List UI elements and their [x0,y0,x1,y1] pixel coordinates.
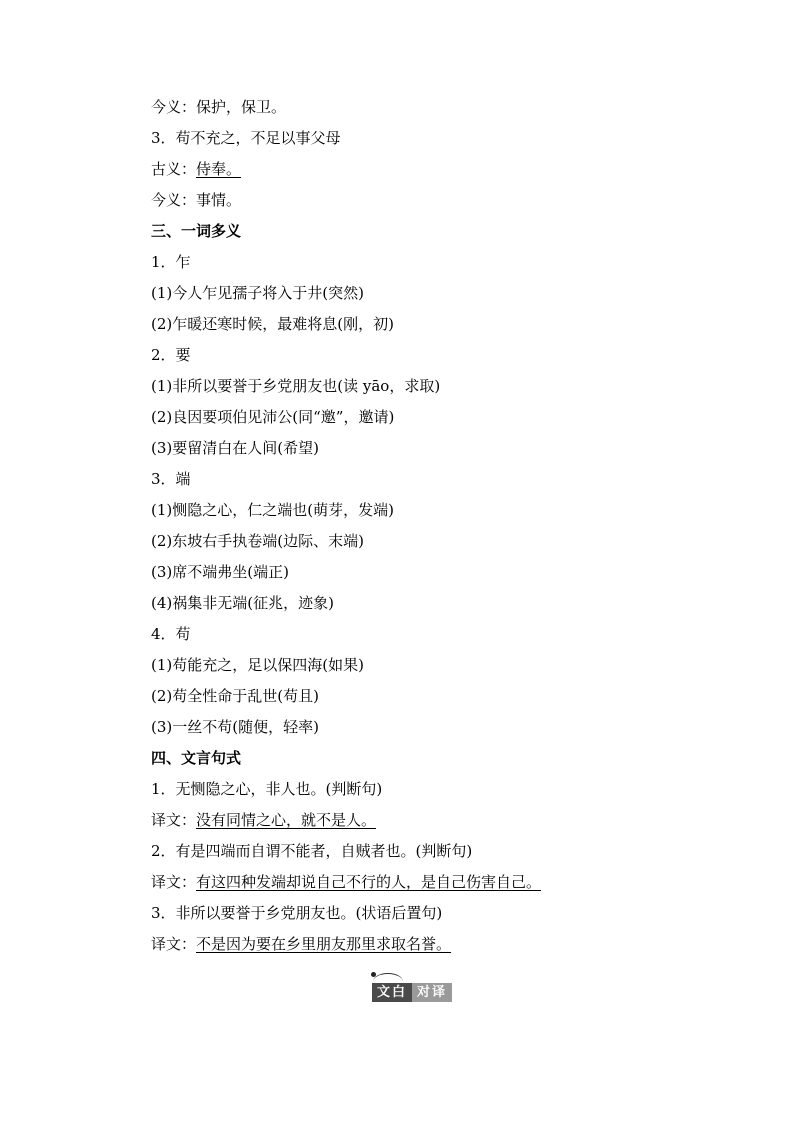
text-line [151,867,671,898]
text-line: (2)良因要项伯见沛公(同“邀”，邀请) [151,408,395,426]
line-prefix: 译文： [151,811,197,829]
banner-dot-decoration [371,972,376,977]
text-line [151,154,671,185]
banner-label-part2: 对译 [412,983,452,1002]
text-line [151,929,671,960]
underlined-answer: 不是因为要在乡里朋友那里求取名誉。 [196,935,452,953]
text-line: (4)祸集非无端(征兆，迹象) [151,594,334,612]
document-body [151,92,671,960]
section-banner [367,971,462,1003]
underlined-answer: 没有同情之心，就不是人。 [196,811,377,829]
text-line: (2)东坡右手执卷端(边际、末端) [151,532,364,550]
underlined-answer: 有这四种发端却说自己不行的人，是自己伤害自己。 [196,873,542,891]
section-heading: 三、一词多义 [151,222,242,240]
section-heading: 四、文言句式 [151,749,242,767]
text-line: (1)今人乍见孺子将入于井(突然) [151,284,364,302]
text-line: (1)苟能充之，足以保四海(如果) [151,656,364,674]
text-line: (3)席不端弗坐(端正) [151,563,289,581]
text-line [151,805,671,836]
line-prefix: 译文： [151,873,197,891]
text-line: (1)恻隐之心，仁之端也(萌芽，发端) [151,501,394,519]
item-heading: 2．要 [151,346,191,364]
item-heading: 3．非所以要誉于乡党朋友也。(状语后置句) [151,904,443,922]
item-heading: 1．乍 [151,253,191,271]
item-heading: 3．苟不充之，不足以事父母 [151,129,341,147]
banner-label [372,983,452,1002]
text-line: 今义：保护，保卫。 [151,98,287,116]
line-prefix: 译文： [151,935,197,953]
text-line: (3)一丝不苟(随便，轻率) [151,718,319,736]
text-line: 今义：事情。 [151,191,242,209]
line-prefix: 古义： [151,160,197,178]
item-heading: 2．有是四端而自谓不能者，自贼者也。(判断句) [151,842,473,860]
item-heading: 3．端 [151,470,191,488]
item-heading: 4．苟 [151,625,191,643]
text-line: (2)乍暖还寒时候，最难将息(刚，初) [151,315,394,333]
text-line: (1)非所以要誉于乡党朋友也(读 yāo，求取) [151,377,441,395]
underlined-answer: 侍奉。 [196,160,242,178]
text-line: (3)要留清白在人间(希望) [151,439,319,457]
banner-label-part1: 文白 [372,983,412,1002]
text-line: (2)苟全性命于乱世(苟且) [151,687,319,705]
item-heading: 1．无恻隐之心，非人也。(判断句) [151,780,383,798]
